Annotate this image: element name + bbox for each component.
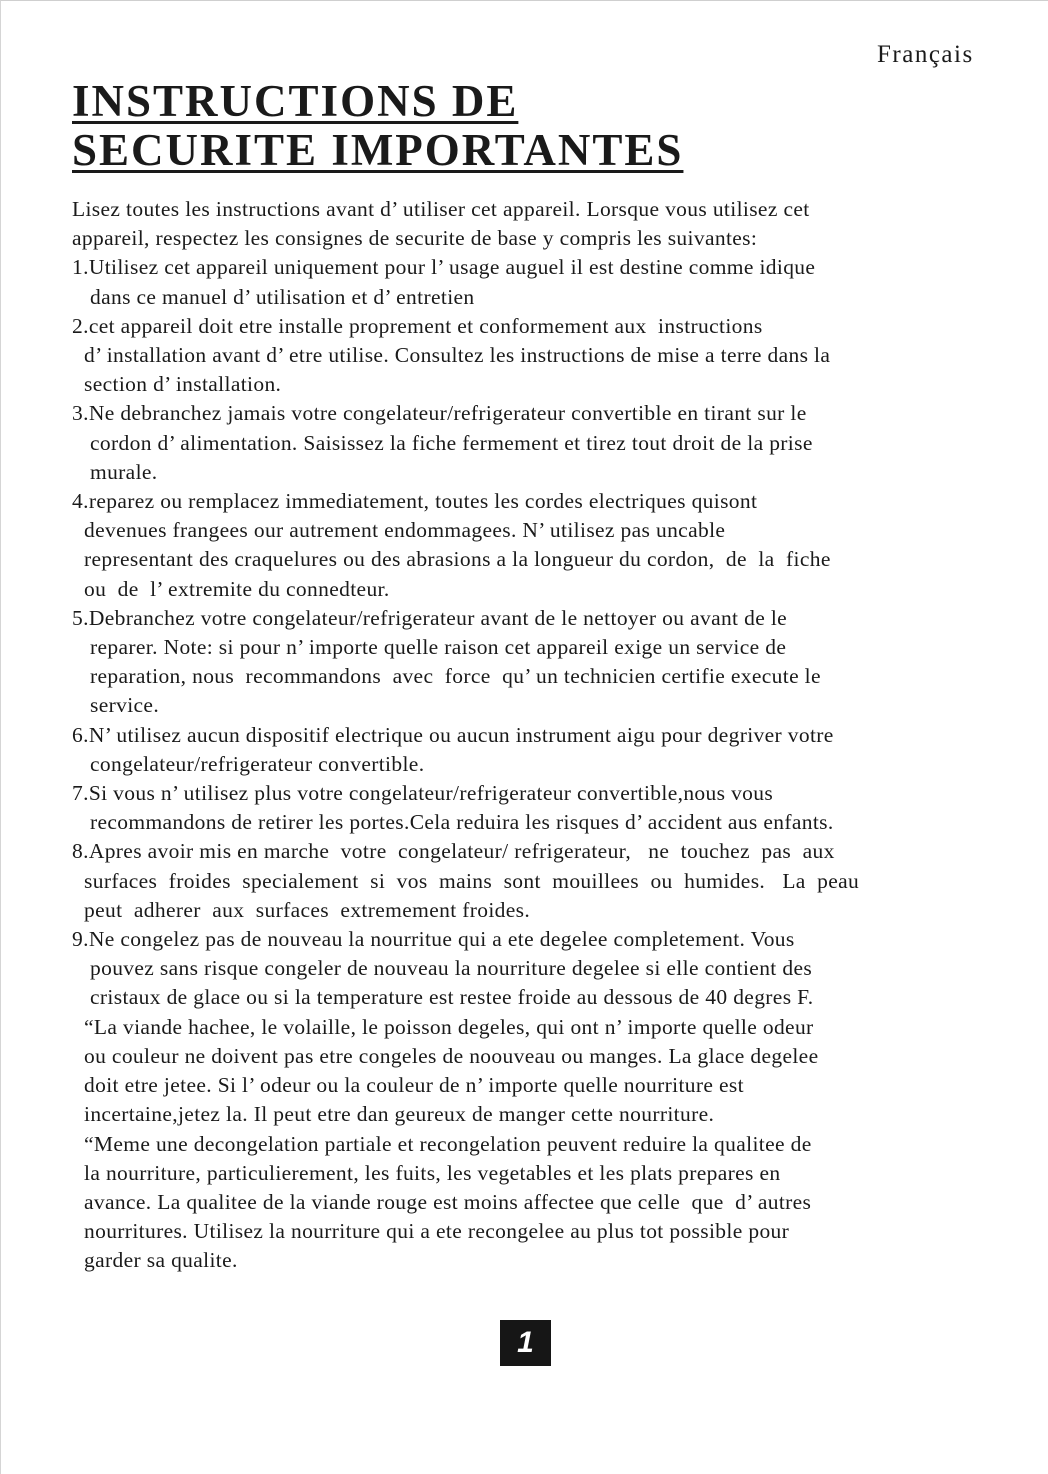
item-7-line-1: 7.Si vous n’ utilisez plus votre congelateur/refrigerateur convertible,nous vous (72, 781, 774, 806)
item-3-line-3: murale. (90, 459, 158, 484)
item-8-line-2: surfaces froides specialement si vos mains sont mouillees ou humides. La peau (84, 868, 860, 893)
note-2-line-5: garder sa qualite. (84, 1248, 238, 1273)
title-line-2: SECURITE IMPORTANTES (72, 125, 684, 175)
note-1-line-1: “La viande hachee, le volaille, le poisson degeles, qui ont n’ importe quelle odeur (84, 1014, 814, 1039)
item-4-line-3: representant des craquelures ou des abrasions a la longueur du cordon, de la fiche (84, 547, 831, 572)
language-label: Français (877, 41, 974, 68)
note-2-line-2: la nourriture, particulierement, les fuits, les vegetables et les plats prepares en (84, 1160, 781, 1185)
intro-line-2: appareil, respectez les consignes de securite de base y compris les suivantes: (72, 226, 758, 251)
page-number: 1 (500, 1320, 551, 1366)
item-5-line-2: reparer. Note: si pour n’ importe quelle raison cet appareil exige un service de (90, 635, 787, 660)
instructions-body (72, 195, 992, 1276)
item-4-line-4: ou de l’ extremite du connedteur. (84, 576, 390, 601)
note-1-line-2: ou couleur ne doivent pas etre congeles de noouveau ou manges. La glace degelee (84, 1043, 819, 1068)
page-title (72, 77, 683, 175)
item-4-line-1: 4.reparez ou remplacez immediatement, toutes les cordes electriques quisont (72, 489, 758, 514)
item-3-line-2: cordon d’ alimentation. Saisissez la fiche fermement et tirez tout droit de la prise (90, 430, 813, 455)
item-8-line-3: peut adherer aux surfaces extremement froides. (84, 897, 531, 922)
note-1-line-4: incertaine,jetez la. Il peut etre dan geureux de manger cette nourriture. (84, 1102, 715, 1127)
item-5-line-1: 5.Debranchez votre congelateur/refrigerateur avant de le nettoyer ou avant de le (72, 605, 788, 630)
item-2-line-2: d’ installation avant d’ etre utilise. Consultez les instructions de mise a terre dans la (84, 343, 831, 368)
note-1-line-3: doit etre jetee. Si l’ odeur ou la couleur de n’ importe quelle nourriture est (84, 1073, 744, 1098)
item-2-line-1: 2.cet appareil doit etre installe proprement et conformement aux instructions (72, 313, 763, 338)
item-1-line-2: dans ce manuel d’ utilisation et d’ entretien (90, 284, 475, 309)
item-3-line-1: 3.Ne debranchez jamais votre congelateur/refrigerateur convertible en tirant sur le (72, 401, 807, 426)
item-7-line-2: recommandons de retirer les portes.Cela reduira les risques d’ accident aus enfants. (90, 810, 834, 835)
item-5-line-4: service. (90, 693, 160, 718)
item-9-line-1: 9.Ne congelez pas de nouveau la nourritue qui a ete degelee completement. Vous (72, 927, 795, 952)
intro-line-1: Lisez toutes les instructions avant d’ utiliser cet appareil. Lorsque vous utilisez cet (72, 197, 810, 221)
item-1-line-1: 1.Utilisez cet appareil uniquement pour l’ usage auguel il est destine comme idique (72, 255, 816, 280)
item-6-line-1: 6.N’ utilisez aucun dispositif electrique ou aucun instrument aigu pour degriver votre (72, 722, 834, 747)
item-9-line-2: pouvez sans risque congeler de nouveau la nourriture degelee si elle contient des (90, 956, 813, 981)
item-4-line-2: devenues frangees our autrement endommagees. N’ utilisez pas uncable (84, 518, 726, 543)
note-2-line-4: nourritures. Utilisez la nourriture qui a ete recongelee au plus tot possible pour (84, 1219, 790, 1244)
item-2-line-3: section d’ installation. (84, 372, 282, 397)
item-9-line-3: cristaux de glace ou si la temperature est restee froide au dessous de 40 degres F. (90, 985, 814, 1010)
item-8-line-1: 8.Apres avoir mis en marche votre congelateur/ refrigerateur, ne touchez pas aux (72, 839, 835, 864)
note-2-line-3: avance. La qualitee de la viande rouge est moins affectee que celle que d’ autres (84, 1189, 812, 1214)
title-line-1: INSTRUCTIONS DE (72, 76, 519, 126)
item-5-line-3: reparation, nous recommandons avec force qu’ un technicien certifie execute le (90, 664, 821, 689)
note-2-line-1: “Meme une decongelation partiale et recongelation peuvent reduire la qualitee de (84, 1131, 812, 1156)
item-6-line-2: congelateur/refrigerateur convertible. (90, 751, 425, 776)
